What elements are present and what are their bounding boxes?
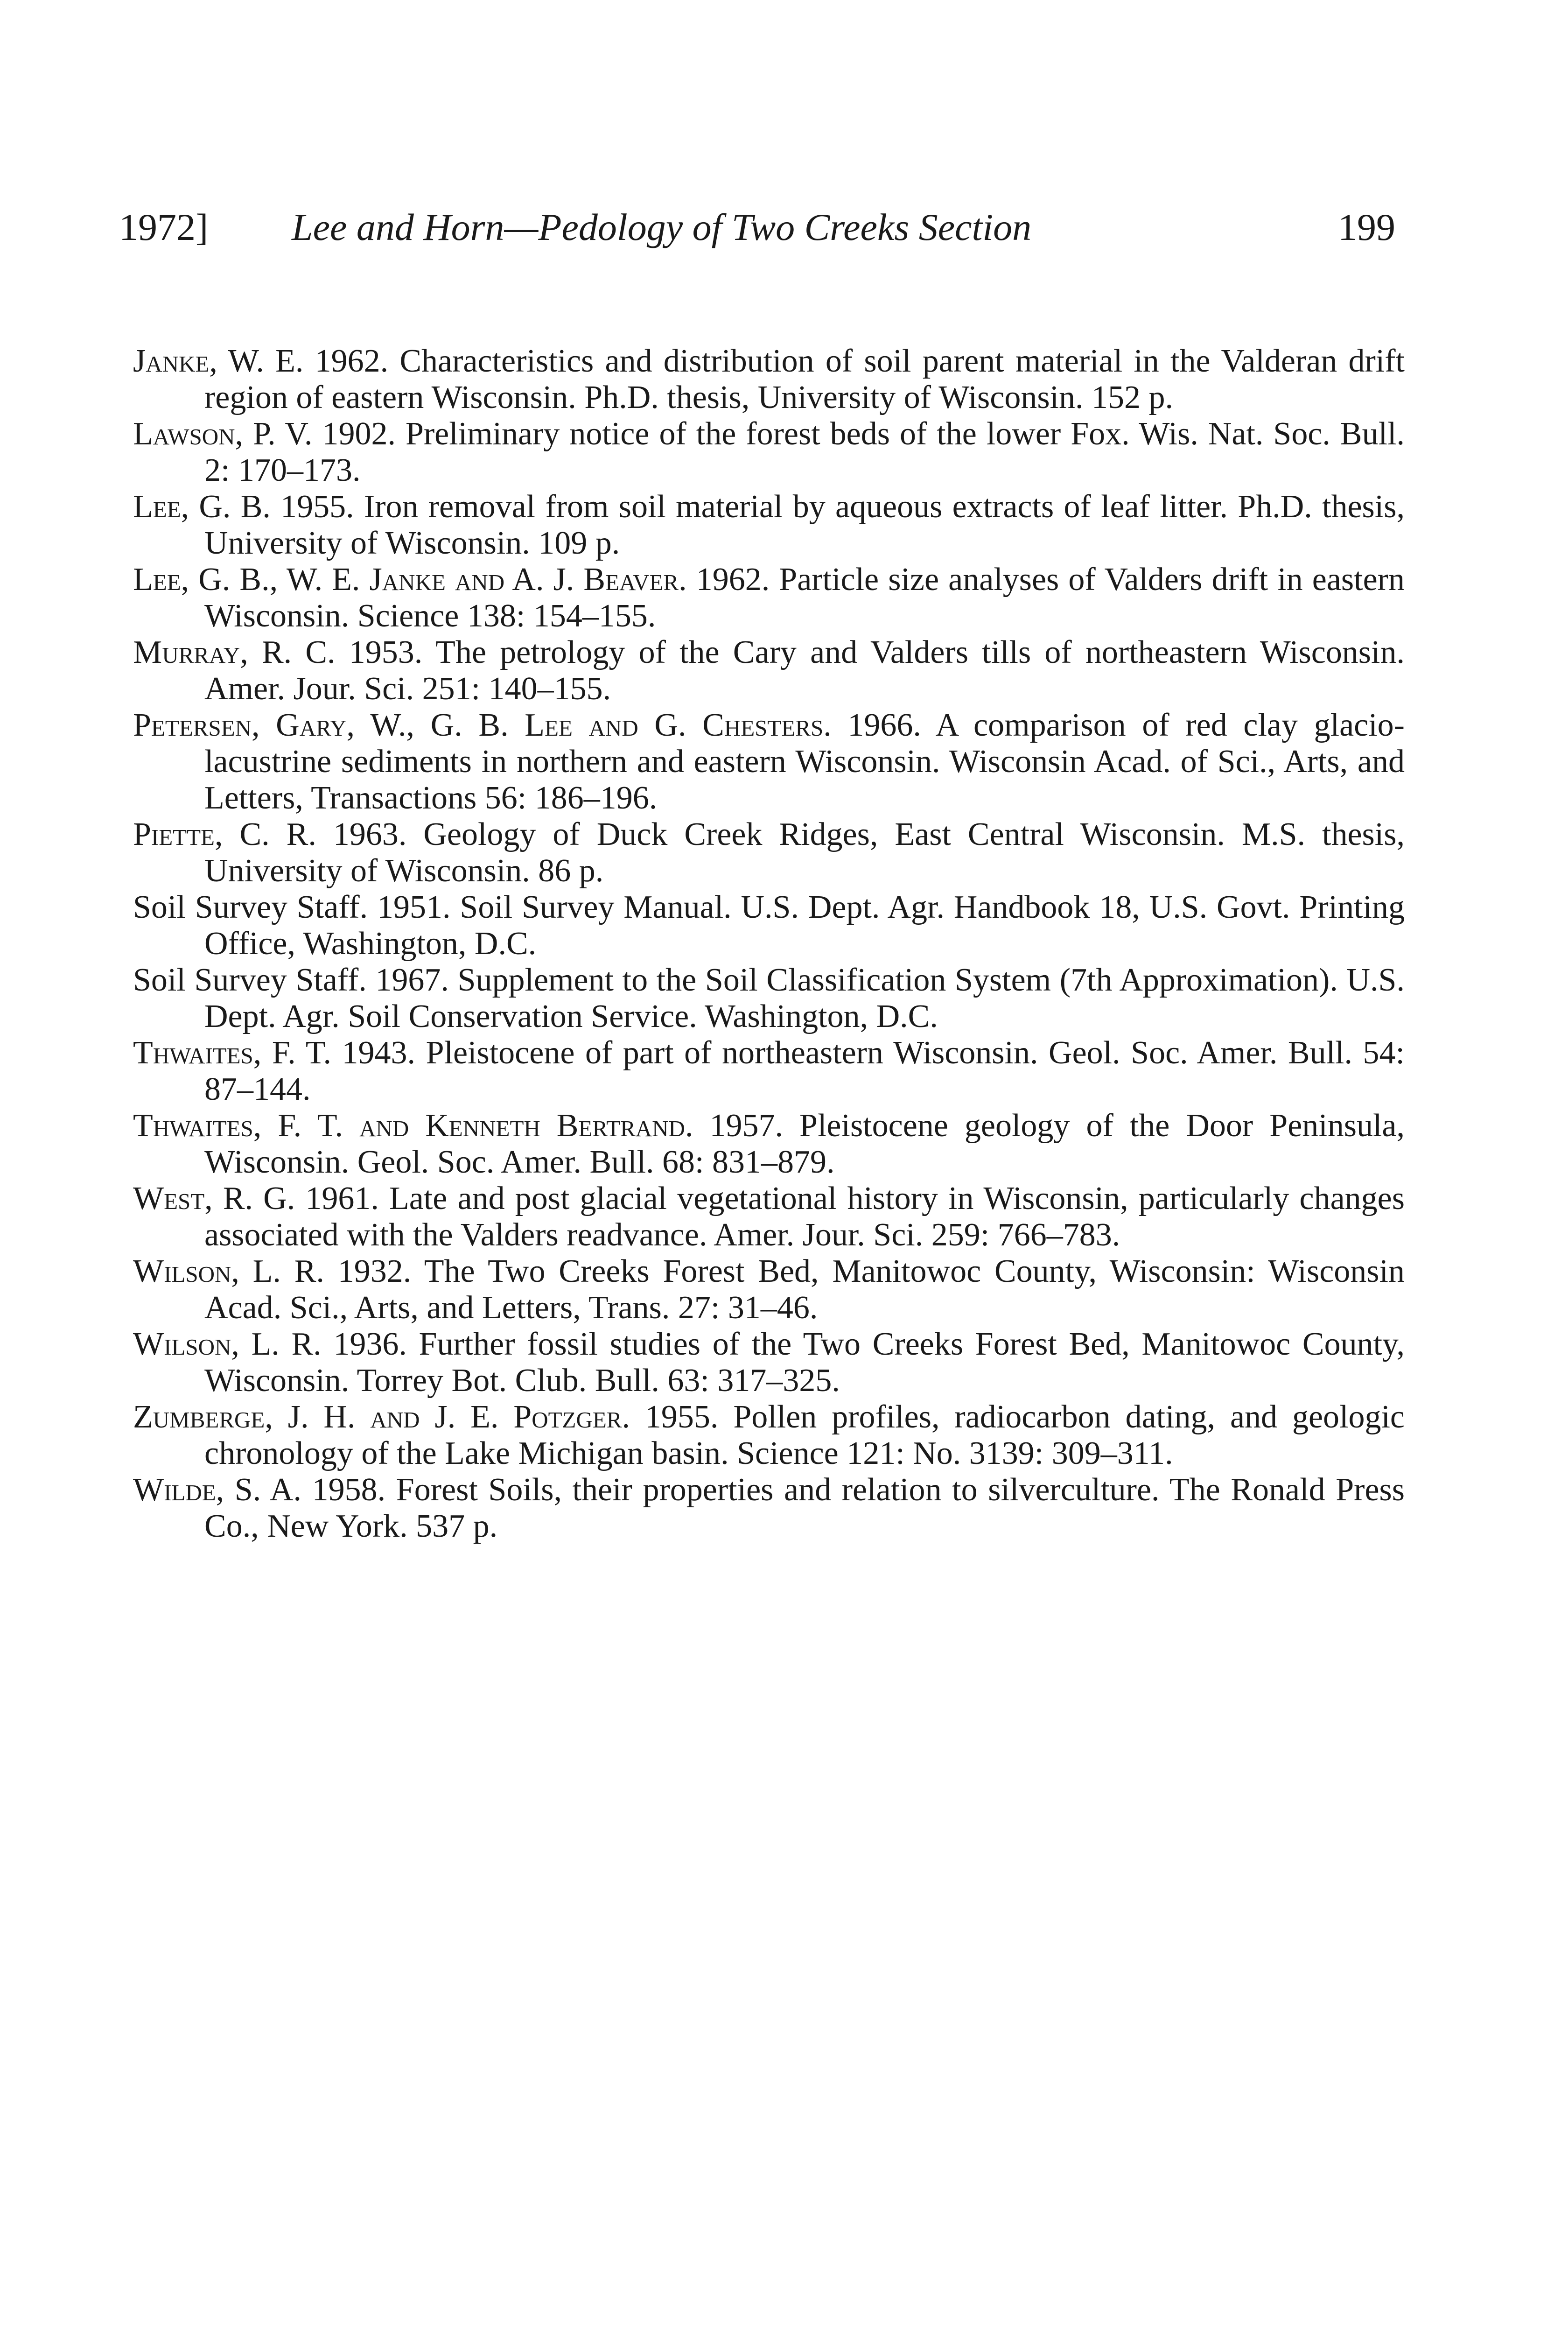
reference-author: Thwaites, F. T. and Kenneth Bertrand. bbox=[133, 1108, 693, 1144]
reference-text: 1957. Pleistocene geology of the Door Peninsula, Wisconsin. Geol. Soc. Amer. Bull. 68: 831–879. bbox=[204, 1108, 1405, 1180]
reference-text: 1902. Preliminary notice of the forest beds of the lower Fox. Wis. Nat. Soc. Bull. 2: 170–173. bbox=[204, 416, 1405, 488]
reference-text: 1962. Characteristics and distribution of soil parent material in the Valderan drift region of eastern Wisconsin. Ph.D. thesis, University of Wisconsin. 152 p. bbox=[204, 343, 1405, 415]
reference-entry bbox=[133, 416, 1405, 489]
reference-author: Thwaites, F. T. bbox=[133, 1035, 331, 1071]
reference-entry bbox=[133, 1399, 1405, 1472]
reference-entry bbox=[133, 489, 1405, 562]
reference-text: 1943. Pleistocene of part of northeastern Wisconsin. Geol. Soc. Amer. Bull. 54: 87–144. bbox=[204, 1035, 1405, 1107]
reference-text: 1963. Geology of Duck Creek Ridges, East Central Wisconsin. M.S. thesis, University of Wisconsin. 86 p. bbox=[204, 816, 1405, 889]
reference-text: Soil Survey Staff. 1951. Soil Survey Manual. U.S. Dept. Agr. Handbook 18, U.S. Govt. Printing Office, Washington, D.C. bbox=[133, 889, 1405, 962]
header-title: Lee and Horn—Pedology of Two Creeks Section bbox=[292, 206, 1032, 248]
reference-entry bbox=[133, 1181, 1405, 1253]
reference-entry bbox=[133, 1472, 1405, 1545]
reference-entry bbox=[133, 1108, 1405, 1181]
reference-text: 1953. The petrology of the Cary and Valders tills of northeastern Wisconsin. Amer. Jour. Sci. 251: 140–155. bbox=[204, 634, 1405, 707]
reference-author: Wilde, S. A. bbox=[133, 1472, 302, 1508]
page-number: 199 bbox=[1338, 206, 1395, 248]
reference-text: Soil Survey Staff. 1967. Supplement to the Soil Classification System (7th Approximation). U.S. Dept. Agr. Soil Conservation Service. Washington, D.C. bbox=[133, 962, 1405, 1034]
reference-text: 1932. The Two Creeks Forest Bed, Manitowoc County, Wisconsin: Wisconsin Acad. Sci., Arts, and Letters, Trans. 27: 31–46. bbox=[204, 1253, 1405, 1326]
reference-entry bbox=[133, 889, 1405, 962]
reference-author: Murray, R. C. bbox=[133, 634, 336, 670]
reference-author: West, R. G. bbox=[133, 1181, 295, 1216]
reference-author: Petersen, Gary, W., G. B. Lee and G. Chesters. bbox=[133, 707, 832, 743]
reference-text: 1955. Iron removal from soil material by aqueous extracts of leaf litter. Ph.D. thesis, University of Wisconsin. 109 p. bbox=[204, 489, 1405, 561]
reference-author: Zumberge, J. H. and J. E. Potzger. bbox=[133, 1399, 630, 1435]
reference-entry bbox=[133, 707, 1405, 816]
header-year: 1972] bbox=[119, 206, 209, 248]
reference-list bbox=[133, 343, 1405, 1545]
reference-text: 1961. Late and post glacial vegetational history in Wisconsin, particularly changes associated with the Valders readvance. Amer. Jour. Sci. 259: 766–783. bbox=[204, 1181, 1405, 1253]
reference-author: Lee, G. B., W. E. Janke and A. J. Beaver. bbox=[133, 562, 687, 598]
reference-text: 1955. Pollen profiles, radiocarbon dating, and geologic chronology of the Lake Michigan basin. Science 121: No. 3139: 309–311. bbox=[204, 1399, 1405, 1471]
reference-text: 1966. A comparison of red clay glacio-lacustrine sediments in northern and eastern Wisconsin. Wisconsin Acad. of Sci., Arts, and Letters, Transactions 56: 186–196. bbox=[204, 707, 1405, 816]
reference-entry bbox=[133, 816, 1405, 889]
reference-entry bbox=[133, 1326, 1405, 1399]
reference-author: Janke, W. E. bbox=[133, 343, 304, 379]
reference-entry bbox=[133, 634, 1405, 707]
reference-entry bbox=[133, 1253, 1405, 1326]
reference-author: Wilson, L. R. bbox=[133, 1326, 322, 1362]
reference-author: Wilson, L. R. bbox=[133, 1253, 324, 1289]
reference-author: Lawson, P. V. bbox=[133, 416, 313, 452]
reference-text: 1936. Further fossil studies of the Two Creeks Forest Bed, Manitowoc County, Wisconsin. Torrey Bot. Club. Bull. 63: 317–325. bbox=[204, 1326, 1405, 1399]
reference-text: 1958. Forest Soils, their properties and relation to silverculture. The Ronald Press Co., New York. 537 p. bbox=[204, 1472, 1405, 1544]
reference-entry bbox=[133, 562, 1405, 634]
reference-author: Piette, C. R. bbox=[133, 816, 316, 852]
reference-entry bbox=[133, 1035, 1405, 1108]
running-header bbox=[119, 202, 1395, 253]
reference-text: 1962. Particle size analyses of Valders drift in eastern Wisconsin. Science 138: 154–155. bbox=[204, 562, 1405, 634]
reference-author: Lee, G. B. bbox=[133, 489, 271, 525]
reference-entry bbox=[133, 343, 1405, 416]
reference-entry bbox=[133, 962, 1405, 1035]
